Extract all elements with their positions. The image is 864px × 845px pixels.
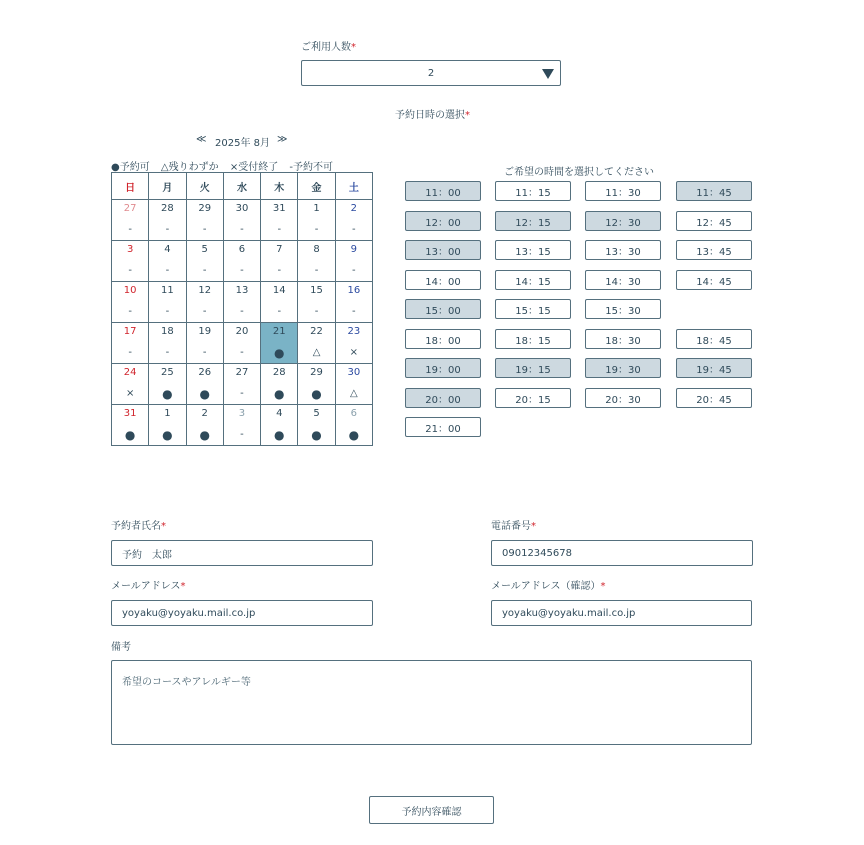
available-dot-icon: ● (274, 346, 285, 360)
day-number: 28 (272, 367, 286, 378)
unavailable-mark: - (314, 306, 319, 317)
month-prev-button[interactable]: ≪ (196, 134, 207, 145)
unavailable-mark: - (352, 306, 356, 317)
day-number: 26 (198, 367, 212, 378)
closed-icon: × (125, 388, 135, 399)
day-number: 12 (198, 285, 212, 296)
time-slot-button[interactable]: 14：30 (585, 270, 661, 290)
phone-field[interactable]: 09012345678 (491, 540, 753, 566)
day-number: 31 (123, 408, 137, 419)
calendar-day (112, 282, 149, 323)
time-slot-button[interactable]: 12：45 (676, 211, 752, 231)
day-number: 4 (276, 408, 283, 419)
time-slot-button[interactable]: 19：45 (676, 358, 752, 378)
unavailable-mark: - (202, 347, 207, 358)
email-confirm-field[interactable]: yoyaku@yoyaku.mail.co.jp (491, 600, 752, 626)
calendar-day[interactable] (298, 364, 335, 405)
available-dot-icon: ● (199, 428, 210, 442)
day-number: 22 (310, 326, 323, 337)
phone-label-text: 電話番号 (491, 521, 531, 532)
calendar-day (223, 241, 260, 282)
unavailable-mark: - (165, 265, 170, 276)
required-mark: * (531, 521, 536, 532)
few-left-icon: △ (312, 347, 321, 358)
time-slot-button[interactable]: 13：30 (585, 240, 661, 260)
time-slot-button[interactable]: 18：15 (495, 329, 571, 349)
day-number: 28 (161, 203, 174, 214)
notes-label: 備考 (111, 642, 131, 653)
name-label (111, 517, 166, 532)
day-number: 25 (161, 367, 174, 378)
time-slot-button[interactable]: 15：00 (405, 299, 481, 319)
calendar-day[interactable] (186, 364, 223, 405)
people-select[interactable] (301, 60, 561, 86)
day-number: 13 (235, 285, 249, 296)
calendar-day (298, 241, 335, 282)
time-slot-button[interactable]: 12：15 (495, 211, 571, 231)
unavailable-mark: - (240, 306, 244, 317)
time-slot-button[interactable]: 19：15 (495, 358, 571, 378)
calendar-day[interactable] (149, 364, 186, 405)
available-dot-icon: ● (274, 428, 285, 442)
time-slot-button[interactable]: 12：00 (405, 211, 481, 231)
calendar-day (186, 200, 223, 241)
email-confirm-label (491, 577, 606, 592)
month-next-button[interactable]: ≫ (277, 134, 288, 145)
day-number: 14 (272, 285, 286, 296)
required-mark: * (161, 521, 166, 532)
calendar-week-row (112, 323, 373, 364)
weekday-header: 金 (298, 173, 335, 200)
day-number: 4 (164, 244, 171, 255)
calendar-day (223, 323, 260, 364)
unavailable-mark: - (240, 429, 244, 440)
available-dot-icon: ● (311, 428, 322, 442)
unavailable-mark: - (352, 224, 356, 235)
datetime-label-text: 予約日時の選択 (395, 110, 465, 121)
calendar-day (261, 282, 298, 323)
calendar-day (112, 323, 149, 364)
available-dot-icon: ● (311, 387, 322, 401)
unavailable-mark: - (128, 347, 132, 358)
time-slot-button[interactable]: 14：15 (495, 270, 571, 290)
email-confirm-label-text: メールアドレス（確認） (491, 581, 601, 592)
time-slot-button[interactable]: 20：30 (585, 388, 661, 408)
day-number: 16 (347, 285, 361, 296)
calendar-day (223, 200, 260, 241)
day-number: 30 (235, 203, 249, 214)
day-number: 24 (123, 367, 137, 378)
calendar-day (335, 200, 372, 241)
day-number: 15 (310, 285, 323, 296)
calendar-day[interactable] (298, 323, 335, 364)
time-slot-button[interactable]: 21：00 (405, 417, 481, 437)
time-slot-button[interactable]: 11：00 (405, 181, 481, 201)
available-dot-icon: ● (162, 387, 173, 401)
calendar-week-row (112, 364, 373, 405)
people-select-value: 2 (427, 67, 435, 79)
day-number: 29 (310, 367, 323, 378)
day-number: 11 (161, 285, 174, 296)
day-number: 23 (347, 326, 361, 337)
day-number: 1 (313, 203, 320, 214)
time-slot-button[interactable]: 13：45 (676, 240, 752, 260)
day-number: 10 (123, 285, 137, 296)
unavailable-mark: - (314, 224, 319, 235)
time-slot-button[interactable]: 14：00 (405, 270, 481, 290)
day-number: 5 (313, 408, 320, 419)
month-title: 2025年 8月 (215, 138, 270, 149)
unavailable-mark: - (277, 306, 282, 317)
weekday-header: 土 (335, 173, 372, 200)
day-number: 5 (201, 244, 208, 255)
calendar-day[interactable] (261, 405, 298, 446)
calendar-header-row (112, 173, 373, 200)
few-left-icon: △ (349, 388, 358, 399)
unavailable-mark: - (165, 224, 170, 235)
calendar-week-row (112, 241, 373, 282)
time-slot-button[interactable]: 19：30 (585, 358, 661, 378)
unavailable-mark: - (128, 224, 132, 235)
unavailable-mark: - (277, 265, 282, 276)
calendar-week-row (112, 200, 373, 241)
time-slot-button[interactable]: 11：15 (495, 181, 571, 201)
people-label (301, 38, 356, 53)
legend-available: ●予約可 (111, 162, 150, 173)
time-title: ご希望の時間を選択してください (504, 167, 654, 178)
calendar-day[interactable] (261, 323, 298, 364)
datetime-label (395, 106, 470, 121)
calendar-day (112, 241, 149, 282)
day-number: 19 (198, 326, 212, 337)
calendar-day[interactable] (261, 364, 298, 405)
day-number: 2 (350, 203, 358, 214)
calendar-day (186, 323, 223, 364)
day-number: 18 (161, 326, 174, 337)
calendar-day (261, 200, 298, 241)
calendar-day[interactable] (335, 405, 372, 446)
weekday-header: 火 (186, 173, 223, 200)
calendar-day[interactable] (112, 405, 149, 446)
calendar-day (112, 200, 149, 241)
unavailable-mark: - (314, 265, 319, 276)
calendar-day (149, 282, 186, 323)
name-field[interactable]: 予約 太郎 (111, 540, 373, 566)
required-mark: * (600, 581, 606, 592)
day-number: 29 (198, 203, 212, 214)
calendar-day (186, 241, 223, 282)
unavailable-mark: - (240, 347, 244, 358)
calendar-day (112, 364, 149, 405)
legend-few: △残りわずか (160, 162, 219, 173)
day-number: 3 (238, 408, 246, 419)
time-slot-button[interactable]: 14：45 (676, 270, 752, 290)
calendar-legend (111, 158, 333, 173)
day-number: 3 (126, 244, 134, 255)
time-slot-button[interactable]: 12：30 (585, 211, 661, 231)
calendar-body (112, 200, 373, 446)
time-slot-button[interactable]: 15：15 (495, 299, 571, 319)
time-slot-button[interactable]: 20：00 (405, 388, 481, 408)
phone-label (491, 517, 536, 532)
unavailable-mark: - (165, 306, 170, 317)
dropdown-arrow-icon (542, 69, 554, 79)
time-slot-button[interactable]: 11：45 (676, 181, 752, 201)
weekday-header: 木 (261, 173, 298, 200)
calendar-day (149, 200, 186, 241)
people-label-text: ご利用人数 (301, 42, 351, 53)
available-dot-icon: ● (124, 428, 136, 442)
calendar-week-row (112, 282, 373, 323)
day-number: 17 (123, 326, 137, 337)
calendar-day (298, 200, 335, 241)
email-field[interactable]: yoyaku@yoyaku.mail.co.jp (111, 600, 373, 626)
day-number: 7 (276, 244, 283, 255)
day-number: 31 (272, 203, 286, 214)
time-slot-button[interactable]: 18：45 (676, 329, 752, 349)
day-number: 1 (164, 408, 171, 419)
calendar-day[interactable] (149, 405, 186, 446)
time-slot-button[interactable]: 20：15 (495, 388, 571, 408)
time-slot-button[interactable]: 18：30 (585, 329, 661, 349)
email-label (111, 577, 186, 592)
unavailable-mark: - (240, 224, 244, 235)
calendar-day[interactable] (186, 405, 223, 446)
calendar-day (298, 282, 335, 323)
day-number: 27 (123, 203, 137, 214)
email-label-text: メールアドレス (111, 581, 181, 592)
calendar-week-row (112, 405, 373, 446)
available-dot-icon: ● (199, 387, 210, 401)
day-number: 6 (238, 244, 246, 255)
day-number: 20 (235, 326, 249, 337)
calendar-day (335, 241, 372, 282)
day-number: 2 (201, 408, 208, 419)
time-slot-button[interactable]: 19：00 (405, 358, 481, 378)
time-slot-button[interactable]: 13：15 (495, 240, 571, 260)
calendar-day (223, 405, 260, 446)
calendar-day (186, 282, 223, 323)
unavailable-mark: - (277, 224, 282, 235)
calendar-day[interactable] (298, 405, 335, 446)
day-number: 8 (313, 244, 320, 255)
time-slot-button[interactable]: 20：45 (676, 388, 752, 408)
unavailable-mark: - (128, 265, 132, 276)
legend-closed: ×受付終了 (229, 162, 279, 173)
calendar-day (223, 364, 260, 405)
day-number: 27 (235, 367, 249, 378)
calendar-day (223, 282, 260, 323)
day-number: 9 (350, 244, 358, 255)
weekday-header: 月 (149, 173, 186, 200)
available-dot-icon: ● (162, 428, 173, 442)
unavailable-mark: - (202, 224, 207, 235)
unavailable-mark: - (240, 388, 244, 399)
time-slot-button[interactable]: 18：00 (405, 329, 481, 349)
confirm-button[interactable]: 予約内容確認 (369, 796, 494, 824)
day-number: 30 (347, 367, 361, 378)
unavailable-mark: - (202, 306, 207, 317)
calendar (111, 172, 373, 446)
unavailable-mark: - (240, 265, 244, 276)
day-number: 6 (350, 408, 358, 419)
day-number: 21 (272, 326, 286, 337)
name-label-text: 予約者氏名 (111, 521, 161, 532)
time-slot-button[interactable]: 15：30 (585, 299, 661, 319)
calendar-day (149, 241, 186, 282)
time-slot-button[interactable]: 13：00 (405, 240, 481, 260)
unavailable-mark: - (165, 347, 170, 358)
calendar-day (149, 323, 186, 364)
weekday-header: 水 (223, 173, 260, 200)
unavailable-mark: - (128, 306, 132, 317)
weekday-header: 日 (112, 173, 149, 200)
unavailable-mark: - (352, 265, 356, 276)
calendar-day (261, 241, 298, 282)
required-mark: * (351, 42, 356, 53)
closed-icon: × (349, 347, 359, 358)
calendar-day[interactable] (335, 364, 372, 405)
notes-textarea[interactable]: 希望のコースやアレルギー等 (111, 660, 752, 745)
legend-unavailable: -予約不可 (289, 162, 333, 173)
calendar-day (335, 323, 372, 364)
required-mark: * (465, 110, 470, 121)
time-slot-button[interactable]: 11：30 (585, 181, 661, 201)
unavailable-mark: - (202, 265, 207, 276)
available-dot-icon: ● (274, 387, 285, 401)
required-mark: * (180, 581, 186, 592)
available-dot-icon: ● (348, 428, 360, 442)
calendar-day (335, 282, 372, 323)
